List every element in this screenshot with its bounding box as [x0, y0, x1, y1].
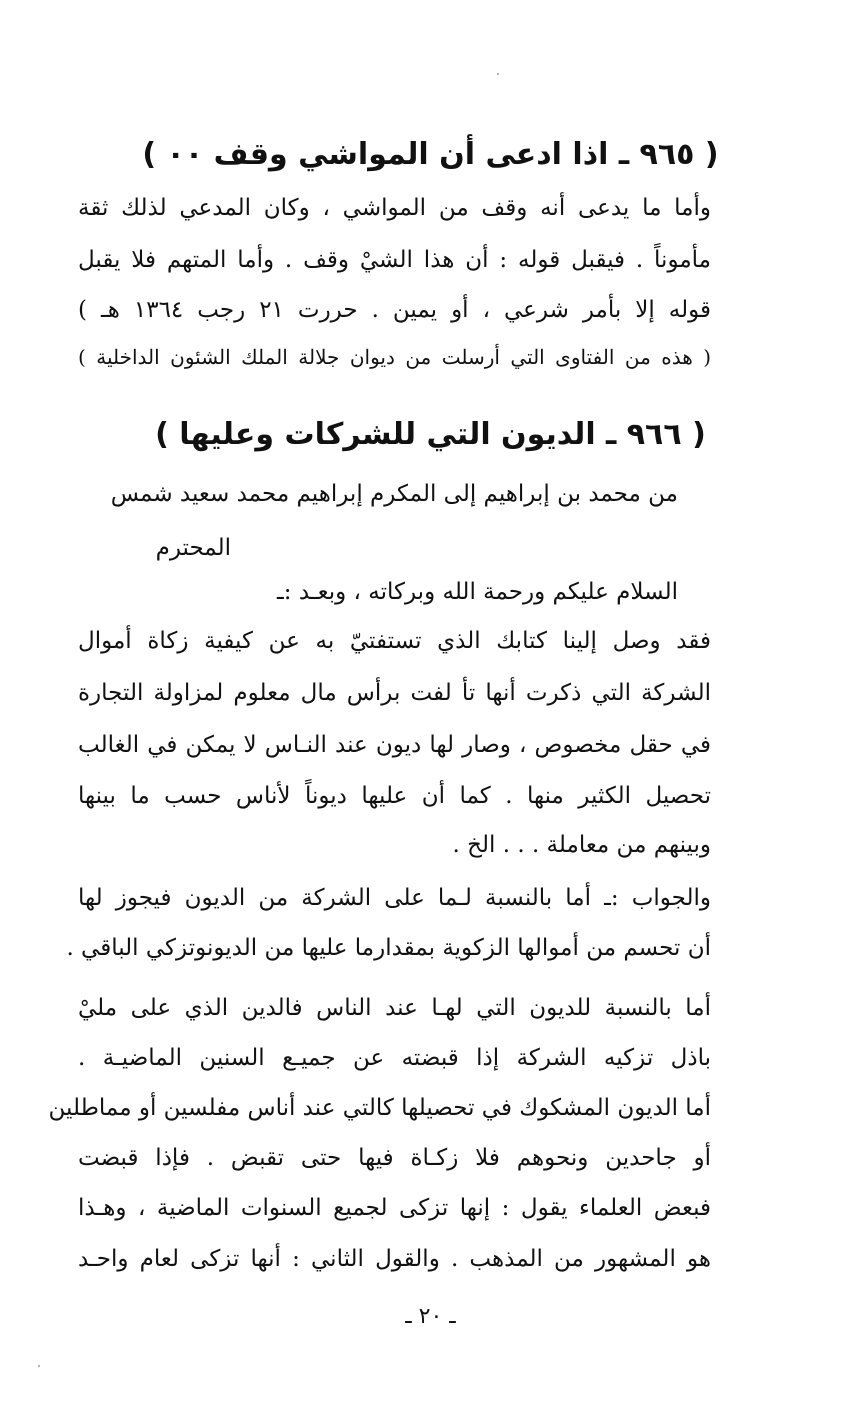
addressee-line: من محمد بن إبراهيم إلى المكرم إبراهيم محمد سعيد شمس — [110, 481, 678, 507]
greeting-line: السلام عليكم ورحمة الله وبركاته ، وبعـد :ـ — [277, 579, 678, 605]
section-965-source-note: ( هذه من الفتاوى التي أرسلت من ديوان جلالة الملك الشئون الداخلية ) — [78, 345, 711, 369]
answer-line-1: والجواب :ـ أما بالنسبة لـما على الشركة من الديون فيجوز لها — [78, 885, 711, 911]
section-966-heading: ( ٩٦٦ ـ الديون التي للشركات وعليها ) — [155, 417, 706, 452]
debts-line-5: فبعض العلماء يقول : إنها تزكى لجميع السنوات الماضية ، وهـذا — [78, 1195, 711, 1221]
question-line-4: تحصيل الكثير منها . كما أن عليها ديوناً لأناس حسب ما بينها — [78, 783, 711, 809]
answer-line-2: أن تحسم من أموالها الزكوية بمقدارما عليها من الديونوتزكي الباقي . — [66, 935, 711, 961]
addressee-title: المحترم — [155, 535, 231, 561]
question-line-2: الشركة التي ذكرت أنها تأ لفت برأس مال معلوم لمزاولة التجارة — [78, 680, 711, 706]
debts-line-2: باذل تزكيه الشركة إذا قبضته عن جميـع السنين الماضيـة . — [78, 1045, 711, 1071]
debts-line-3: أما الديون المشكوك في تحصيلها كالتي عند أناس مفلسين أو مماطلين — [48, 1095, 711, 1121]
section-965-line-3: قوله إلا بأمر شرعي ، أو يمين . حررت ٢١ رجب ١٣٦٤ هـ ) — [78, 297, 712, 323]
debts-line-6: هو المشهور من المذهب . والقول الثاني : أنها تزكى لعام واحـد — [78, 1246, 711, 1272]
debts-line-4: أو جاحدين ونحوهم فلا زكـاة فيها حتى تقبض . فإذا قبضت — [78, 1145, 711, 1171]
page-number: ـ ٢٠ ـ — [405, 1304, 456, 1329]
debts-line-1: أما بالنسبة للديون التي لهـا عند الناس فالدين الذي على مليْ — [78, 995, 711, 1021]
scan-speck — [38, 1365, 40, 1367]
scan-speck — [497, 73, 499, 75]
question-line-1: فقد وصل إلينا كتابك الذي تستفتيّ به عن كيفية زكاة أموال — [78, 628, 711, 654]
question-line-5: وبينهم من معاملة . . . الخ . — [452, 832, 711, 858]
section-965-line-2: مأموناً . فيقبل قوله : أن هذا الشيْ وقف . وأما المتهم فلا يقبل — [78, 247, 711, 273]
question-line-3: في حقل مخصوص ، وصار لها ديون عند النـاس لا يمكن في الغالب — [78, 732, 711, 758]
section-965-heading: ( ٩٦٥ ـ اذا ادعى أن المواشي وقف ٠٠ ) — [142, 137, 719, 172]
section-965-line-1: وأما ما يدعى أنه وقف من المواشي ، وكان المدعي لذلك ثقة — [78, 195, 711, 221]
